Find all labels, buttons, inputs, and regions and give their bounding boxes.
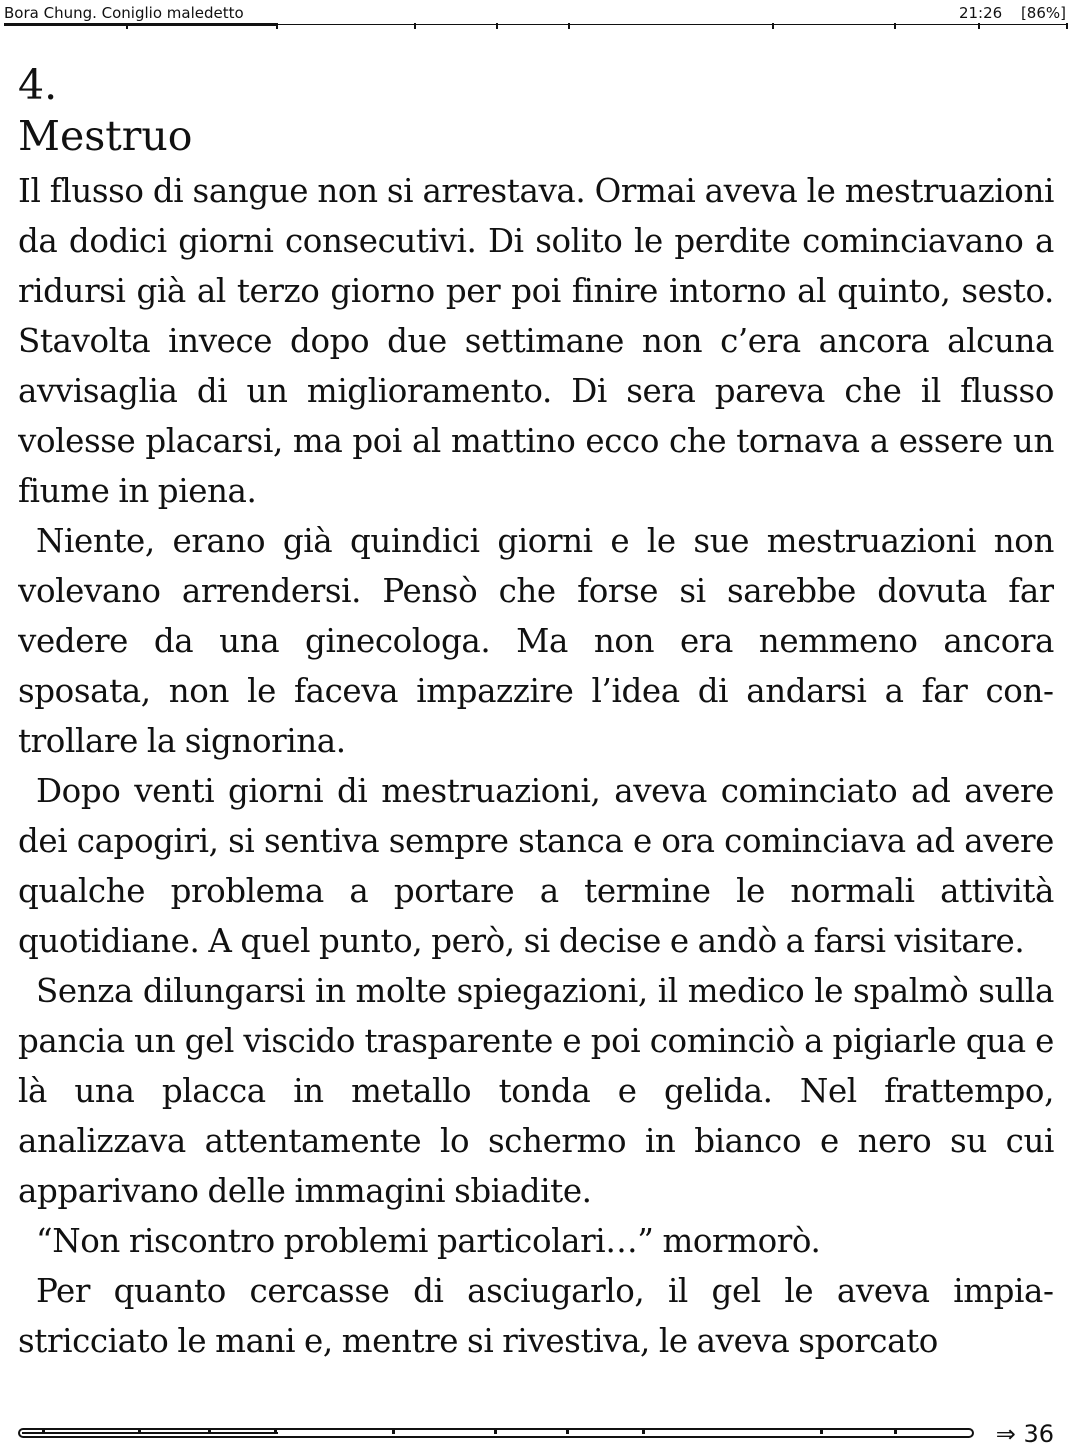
chapter-title: Mestruo: [18, 112, 193, 160]
chapter-marker: [42, 1430, 45, 1434]
chapter-marker: [1066, 23, 1068, 29]
bottom-bar: [0, 1418, 1072, 1448]
chapter-marker: [642, 1430, 645, 1434]
chapter-marker: [392, 1430, 395, 1434]
reading-area[interactable]: [18, 60, 1054, 1420]
chapter-marker: [208, 1430, 211, 1434]
top-progress-fill: [4, 23, 276, 26]
chapter-marker: [138, 1430, 141, 1434]
chapter-marker: [496, 23, 498, 29]
paragraph: Senza dilungarsi in molte spiegazioni, il medico le spalmò sulla pancia un gel viscido trasparente e poi cominciò a pigiarle qua e là una placca in metallo tonda e gelida. Nel frattempo, analizzava attentamente lo schermo in bianco e nero su cui apparivano delle immagini sbiadite.: [18, 972, 1054, 1210]
chapter-marker: [978, 23, 980, 29]
chapter-marker: [820, 1430, 823, 1434]
chapter-marker: [274, 1430, 277, 1434]
chapter-marker: [568, 23, 570, 29]
status-bar: [0, 0, 1072, 30]
chapter-marker: [894, 23, 896, 29]
status-right: [945, 4, 1066, 22]
paragraph: Per quanto cercasse di asciugarlo, il gel le aveva impiastricciato le mani e, mentre si rivestiva, le aveva sporcato: [18, 1272, 1054, 1360]
chapter-marker: [566, 1430, 569, 1434]
paragraph: Dopo venti giorni di mestruazioni, aveva cominciato ad avere dei capogiri, si sentiva sempre stanca e ora cominciava ad avere qualche problema a portare a termine le normali attività quotidiane. A quel punto, però, si decise e andò a farsi visitare.: [18, 772, 1054, 960]
reading-progress-bar[interactable]: [18, 1428, 974, 1438]
chapter-marker: [276, 23, 278, 29]
chapter-number: 4.: [18, 61, 58, 109]
top-progress-bar: [4, 23, 1068, 26]
book-title: Bora Chung. Coniglio maledetto: [4, 4, 244, 22]
battery-level: [86%]: [1020, 4, 1066, 22]
clock: 21:26: [958, 4, 1003, 22]
chapter-marker: [772, 23, 774, 29]
chapter-marker: [894, 1430, 897, 1434]
chapter-marker: [126, 23, 128, 29]
page-number: ⇒ 36: [995, 1420, 1054, 1448]
reading-progress-fill: [22, 1432, 278, 1434]
paragraph: “Non riscontro problemi particolari…” mormorò.: [36, 1222, 821, 1260]
paragraph: Il flusso di sangue non si arrestava. Ormai aveva le mestruazioni da dodici giorni consecutivi. Di solito le perdite cominciavano a ridursi già al terzo giorno per poi finire intorno al quinto, sesto. Stavolta invece dopo due settimane non c’era ancora alcuna avvisaglia di un miglioramento. Di sera pareva che il flusso volesse placarsi, ma poi al mattino ecco che tornava a essere un fiume in piena.: [18, 172, 1054, 510]
chapter-marker: [494, 1430, 497, 1434]
paragraph: Niente, erano già quindici giorni e le sue mestruazioni non volevano arrendersi. Pensò che forse si sarebbe dovuta far vedere da una ginecologa. Ma non era nemmeno ancora sposata, non le faceva impazzire l’idea di andarsi a far controllare la signorina.: [18, 522, 1054, 760]
chapter-marker: [414, 23, 416, 29]
